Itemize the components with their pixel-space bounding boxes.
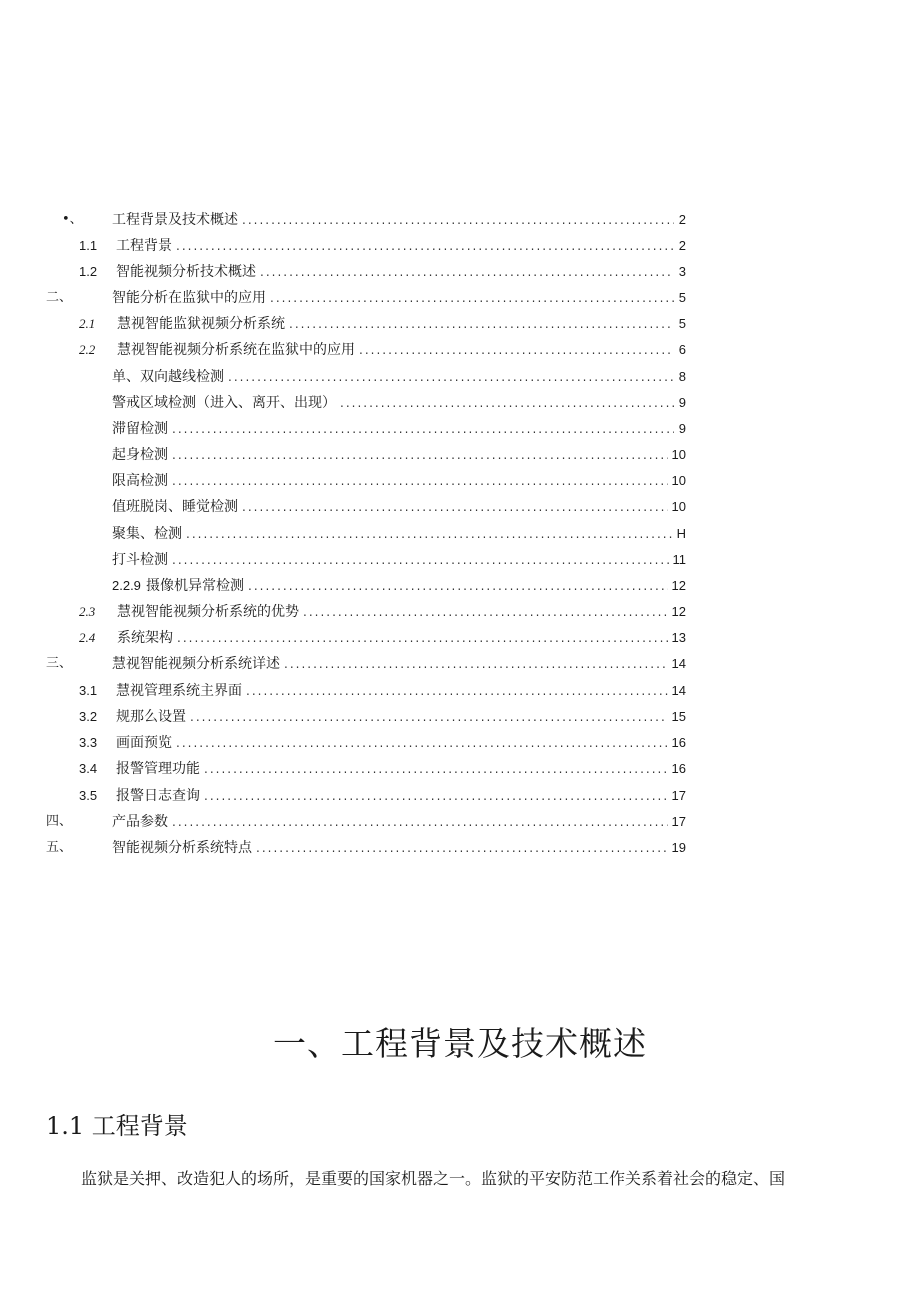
toc-leader — [228, 366, 674, 388]
toc-page: 11 — [672, 552, 686, 567]
toc-title: 报警日志查询 — [116, 788, 200, 804]
toc-leader — [176, 235, 674, 257]
toc-leader — [260, 261, 674, 283]
toc-entry — [117, 313, 686, 335]
toc-entry — [116, 785, 686, 807]
toc-entry — [112, 209, 686, 231]
toc-leader — [172, 811, 668, 833]
toc-entry — [117, 339, 686, 361]
toc-title: 起身检测 — [112, 447, 168, 463]
toc-leader — [242, 496, 668, 518]
toc-row[interactable] — [0, 470, 920, 492]
toc-title: 值班脱岗、睡觉检测 — [112, 499, 238, 515]
toc-entry — [112, 392, 686, 414]
toc-page: 14 — [671, 683, 686, 698]
toc-row[interactable] — [0, 261, 920, 283]
toc-entry — [116, 758, 686, 780]
toc-entry — [112, 496, 686, 518]
toc-page: 9 — [678, 395, 686, 410]
toc-row[interactable] — [0, 549, 920, 571]
toc-leader — [256, 837, 668, 859]
toc-title: 慧视智能监狱视频分析系统 — [117, 316, 285, 332]
toc-page: 12 — [671, 604, 686, 619]
toc-page: 5 — [678, 290, 686, 305]
toc-page: 5 — [678, 316, 686, 331]
toc-entry — [112, 366, 686, 388]
toc-page: 2 — [678, 238, 686, 253]
toc-title: 慧视智能视频分析系统详述 — [112, 656, 280, 672]
toc-row[interactable] — [0, 418, 920, 440]
toc-leader — [340, 392, 674, 414]
toc-number: 1.1 — [79, 238, 98, 253]
toc-leader — [289, 313, 674, 335]
toc-page: 16 — [671, 735, 686, 750]
toc-row[interactable] — [0, 601, 920, 623]
toc-row[interactable] — [0, 758, 920, 780]
toc-title: 智能视频分析系统特点 — [112, 840, 252, 856]
toc-entry — [112, 549, 686, 571]
toc-number: 2.1 — [79, 316, 96, 331]
toc-number: 3.4 — [79, 761, 98, 776]
toc-title: 智能视频分析技术概述 — [116, 264, 256, 280]
toc-leader — [270, 287, 674, 309]
toc-row[interactable] — [0, 680, 920, 702]
toc-entry — [117, 627, 686, 649]
toc-row[interactable] — [0, 392, 920, 414]
toc-row[interactable] — [0, 575, 920, 597]
toc-title: 智能分析在监狱中的应用 — [112, 290, 266, 306]
toc-entry — [116, 732, 686, 754]
toc-title: 产品参数 — [112, 814, 168, 830]
toc-row[interactable] — [0, 653, 920, 675]
toc-entry — [116, 261, 686, 283]
toc-page: 19 — [671, 840, 686, 855]
toc-leader — [186, 523, 673, 545]
toc-title: 工程背景 — [116, 238, 172, 254]
toc-number: 2.2 — [79, 342, 96, 357]
toc-leader — [176, 732, 668, 754]
toc-row[interactable] — [0, 209, 920, 231]
toc-page: 16 — [671, 761, 686, 776]
section-title: 1.1 工程背景 — [46, 1112, 188, 1140]
toc-number: 2.2.9 — [112, 578, 141, 593]
toc-number: 3.5 — [79, 788, 98, 803]
toc-page: 10 — [671, 499, 686, 514]
toc-page: 2 — [678, 212, 686, 227]
toc-number: 3.3 — [79, 735, 98, 750]
toc-title: 报警管理功能 — [116, 761, 200, 777]
toc-entry — [116, 680, 686, 702]
toc-entry — [112, 418, 686, 440]
toc-title: 滞留检测 — [112, 421, 168, 437]
toc-page: 15 — [671, 709, 686, 724]
toc-entry — [112, 470, 686, 492]
toc-row[interactable] — [0, 706, 920, 728]
body-paragraph: 监狱是关押、改造犯人的场所，是重要的国家机器之一。监狱的平安防范工作关系着社会的稳定、国 — [81, 1169, 786, 1188]
toc-row[interactable] — [0, 837, 920, 859]
toc-title: 工程背景及技术概述 — [112, 212, 238, 228]
toc-leader — [242, 209, 674, 231]
toc-page: 6 — [678, 342, 686, 357]
toc-number: 2.3 — [79, 604, 96, 619]
toc-number: 1.2 — [79, 264, 98, 279]
toc-leader — [172, 470, 668, 492]
toc-page: 17 — [671, 814, 686, 829]
toc-leader — [204, 758, 668, 780]
toc-page: 8 — [678, 369, 686, 384]
toc-row[interactable] — [0, 339, 920, 361]
toc-row[interactable] — [0, 811, 920, 833]
toc-row[interactable] — [0, 313, 920, 335]
toc-leader — [172, 549, 669, 571]
toc-title: 警戒区域检测（进入、离开、出现） — [112, 395, 336, 411]
toc-leader — [359, 339, 674, 361]
toc-leader — [284, 653, 668, 675]
toc-entry — [116, 706, 686, 728]
toc-row[interactable] — [0, 444, 920, 466]
toc-leader — [172, 444, 668, 466]
toc-row[interactable] — [0, 366, 920, 388]
toc-leader — [246, 680, 668, 702]
toc-leader — [177, 627, 668, 649]
toc-title: 系统架构 — [117, 630, 173, 646]
toc-page: 10 — [671, 473, 686, 488]
toc-entry — [112, 653, 686, 675]
toc-page: 3 — [678, 264, 686, 279]
toc-page: 13 — [671, 630, 686, 645]
toc-row[interactable] — [0, 785, 920, 807]
toc-title: 单、双向越线检测 — [112, 369, 224, 385]
toc-number: 3.1 — [79, 683, 98, 698]
toc-entry — [112, 444, 686, 466]
toc-entry — [112, 811, 686, 833]
toc-number: 四、 — [46, 814, 73, 829]
toc-page: 9 — [678, 421, 686, 436]
toc-row[interactable] — [0, 523, 920, 545]
toc-title: 画面预览 — [116, 735, 172, 751]
toc-row[interactable] — [0, 732, 920, 754]
toc-entry — [116, 235, 686, 257]
toc-page: 17 — [671, 788, 686, 803]
toc-leader — [248, 575, 668, 597]
toc-title: 慧视管理系统主界面 — [116, 683, 242, 699]
toc-title: 聚集、检测 — [112, 526, 182, 542]
toc-entry — [146, 575, 686, 597]
chapter-title: 一、工程背景及技术概述 — [273, 1024, 647, 1063]
toc-row[interactable] — [0, 287, 920, 309]
toc-leader — [190, 706, 668, 728]
toc-number: •、 — [62, 212, 83, 227]
toc-title: 慧视智能视频分析系统的优势 — [117, 604, 299, 620]
toc-page: 12 — [671, 578, 686, 593]
toc-leader — [204, 785, 668, 807]
toc-title: 慧视智能视频分析系统在监狱中的应用 — [117, 342, 355, 358]
toc-leader — [172, 418, 674, 440]
toc-entry — [112, 523, 686, 545]
toc-row[interactable] — [0, 496, 920, 518]
toc-number: 2.4 — [79, 630, 96, 645]
toc-title: 限高检测 — [112, 473, 168, 489]
toc-page: 10 — [671, 447, 686, 462]
toc-number: 二、 — [46, 290, 73, 305]
toc-title: 打斗检测 — [112, 552, 168, 568]
toc-title: 规那么设置 — [116, 709, 186, 725]
toc-number: 五、 — [46, 840, 73, 855]
toc-row[interactable] — [0, 235, 920, 257]
toc-entry — [117, 601, 686, 623]
toc-title: 摄像机异常检测 — [146, 578, 244, 594]
toc-entry — [112, 837, 686, 859]
toc-entry — [112, 287, 686, 309]
toc-page: 14 — [671, 656, 686, 671]
toc-page: H — [676, 526, 686, 541]
toc-number: 三、 — [46, 656, 73, 671]
toc-leader — [303, 601, 668, 623]
toc-row[interactable] — [0, 627, 920, 649]
toc-number: 3.2 — [79, 709, 98, 724]
